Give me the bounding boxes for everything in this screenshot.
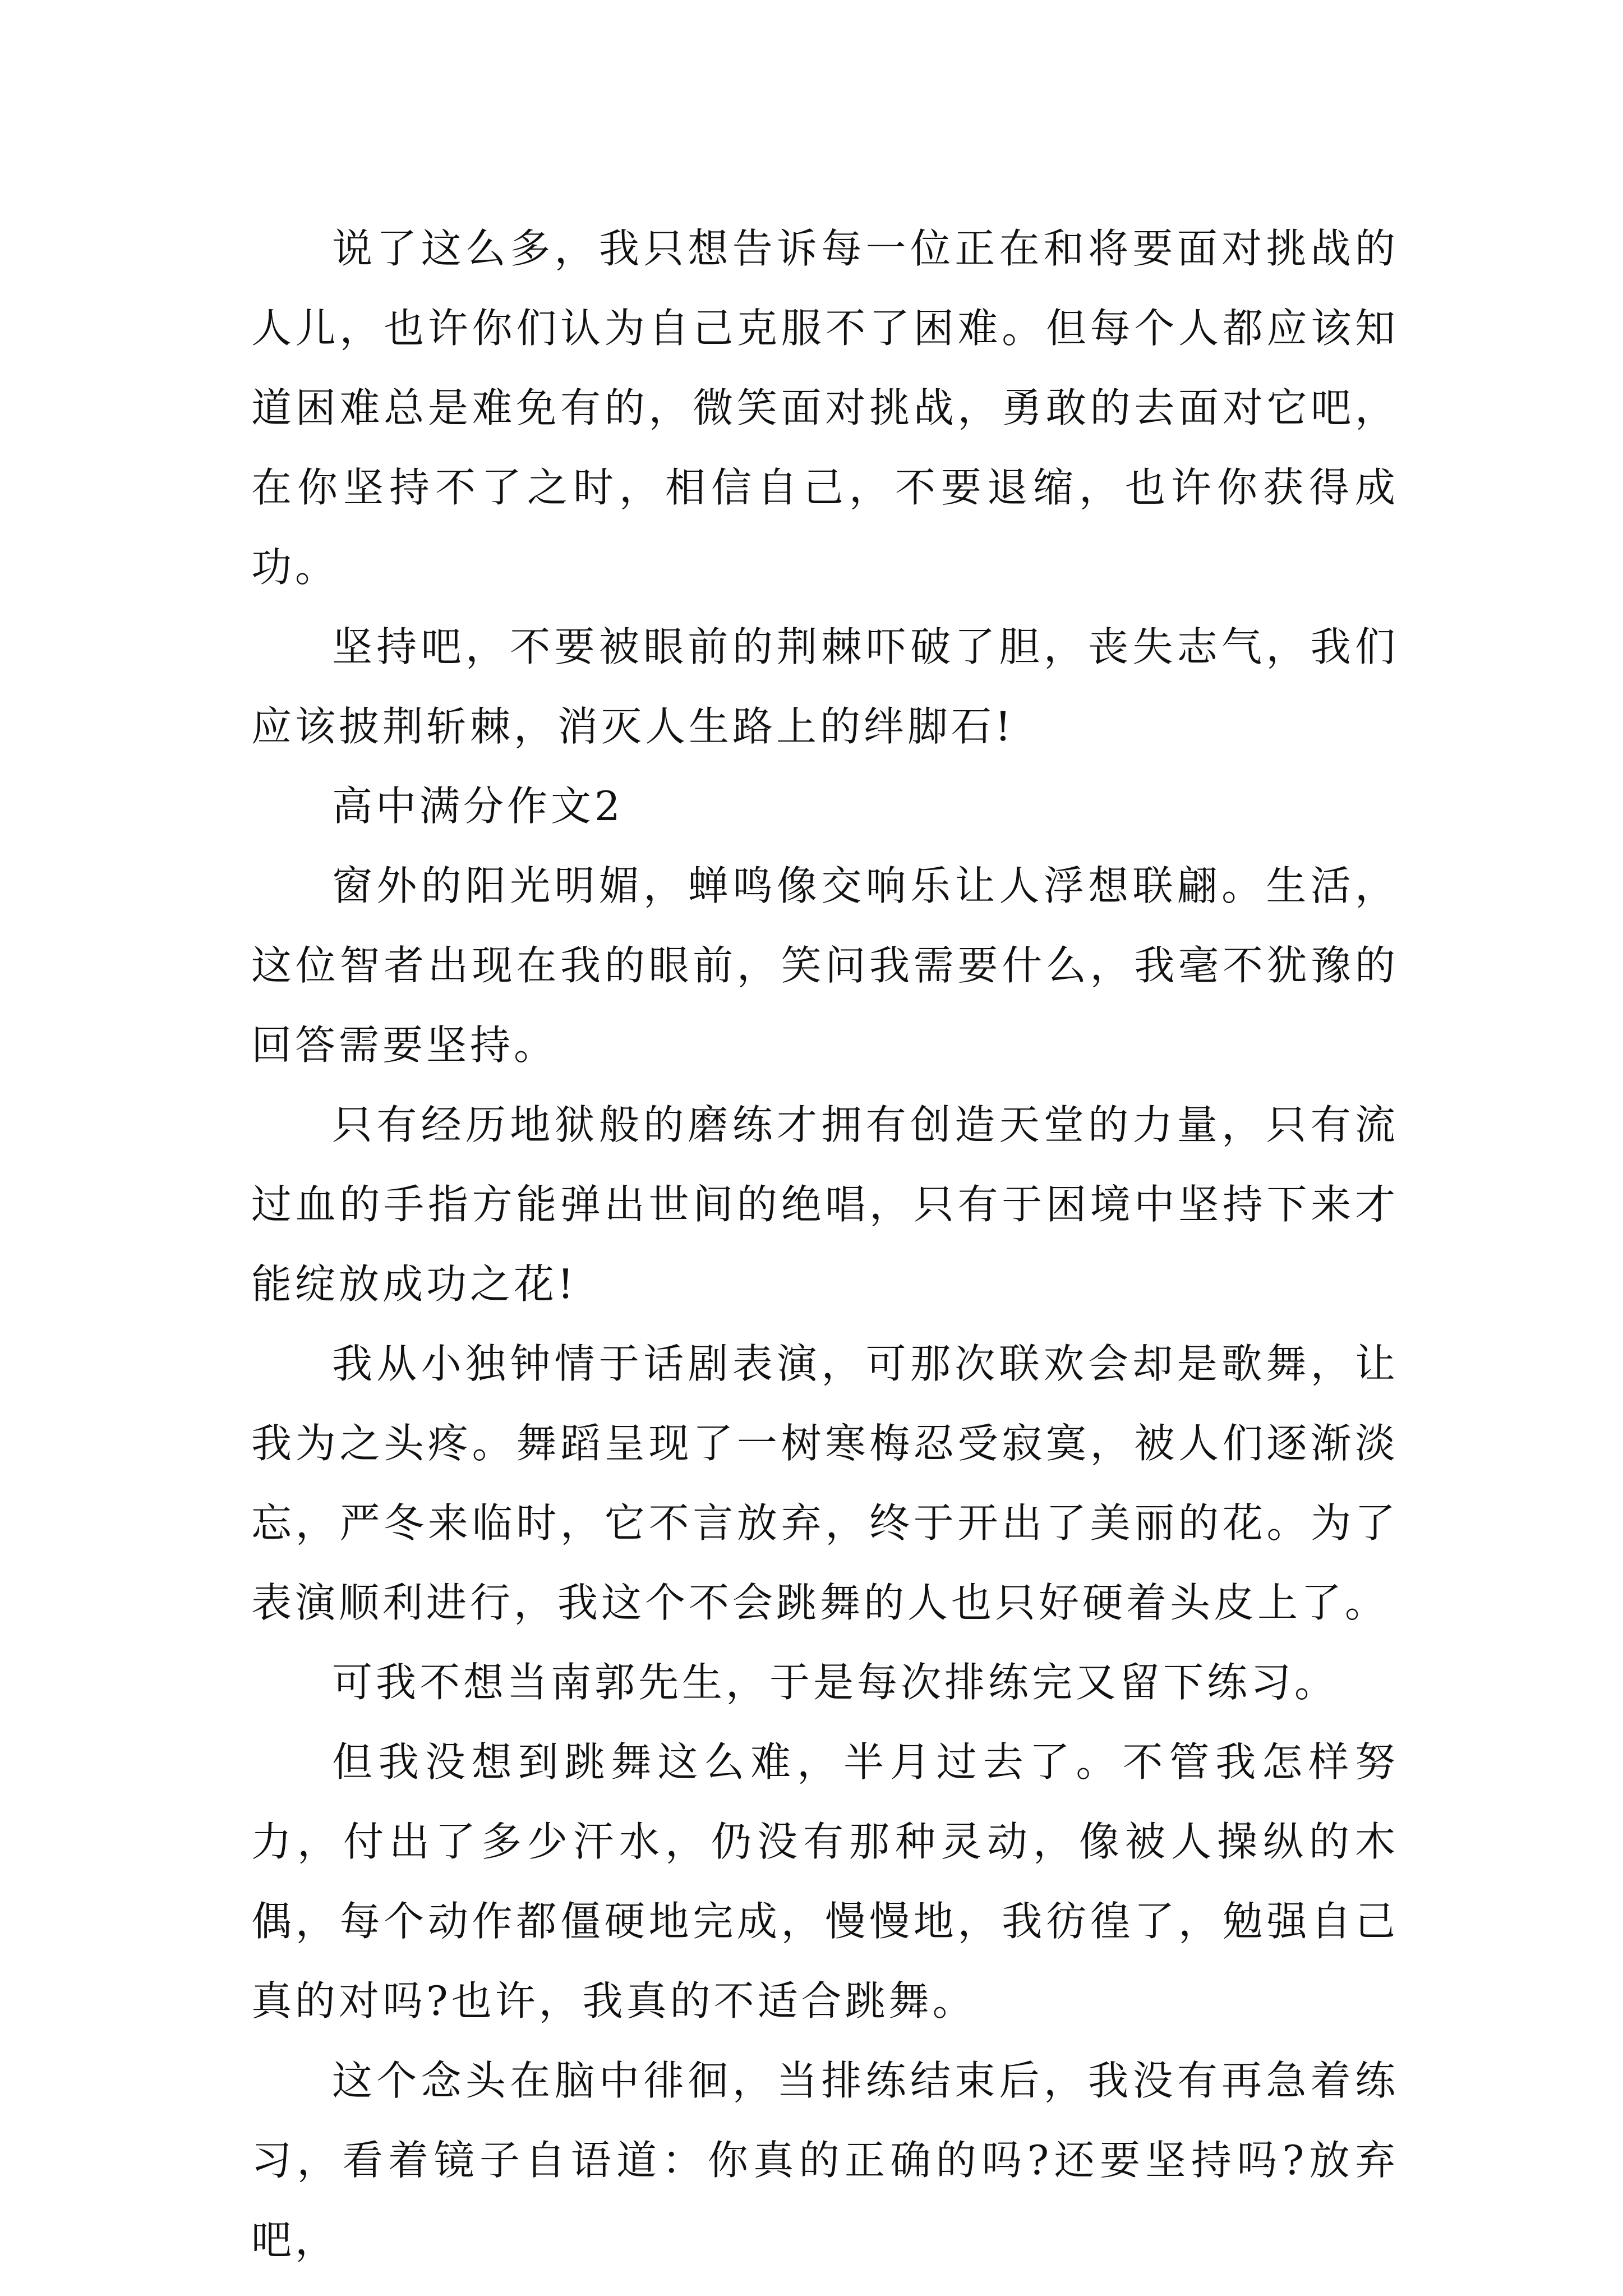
- paragraph-4: 只有经历地狱般的磨练才拥有创造天堂的力量，只有流过血的手指方能弹出世间的绝唱，只有于困境中坚持下来才能绽放成功之花!: [251, 1101, 1399, 1308]
- document-body: [251, 209, 1399, 2280]
- paragraph-2: 坚持吧，不要被眼前的荆棘吓破了胆，丧失志气，我们应该披荆斩棘，消灭人生路上的绊脚石!: [251, 623, 1399, 750]
- paragraph-7: 但我没想到跳舞这么难，半月过去了。不管我怎样努力，付出了多少汗水，仍没有那种灵动，像被人操纵的木偶，每个动作都僵硬地完成，慢慢地，我彷徨了，勉强自己真的对吗?也许，我真的不适合跳舞。: [251, 1738, 1399, 2024]
- paragraph-1: 说了这么多，我只想告诉每一位正在和将要面对挑战的人儿，也许你们认为自己克服不了困难。但每个人都应该知道困难总是难免有的，微笑面对挑战，勇敢的去面对它吧，在你坚持不了之时，相信自己，不要退缩，也许你获得成功。: [251, 225, 1399, 591]
- paragraph-5: 我从小独钟情于话剧表演，可那次联欢会却是歌舞，让我为之头疼。舞蹈呈现了一树寒梅忍受寂寞，被人们逐渐淡忘，严冬来临时，它不言放弃，终于开出了美丽的花。为了表演顺利进行，我这个不会跳舞的人也只好硬着头皮上了。: [251, 1340, 1399, 1626]
- essay-heading: 高中满分作文2: [332, 783, 624, 830]
- paragraph-6: 可我不想当南郭先生，于是每次排练完又留下练习。: [332, 1659, 1339, 1706]
- paragraph-8: 这个念头在脑中徘徊，当排练结束后，我没有再急着练习，看着镜子自语道：你真的正确的吗?还要坚持吗?放弃吧，: [251, 2057, 1399, 2263]
- paragraph-3: 窗外的阳光明媚，蝉鸣像交响乐让人浮想联翩。生活，这位智者出现在我的眼前，笑问我需要什么，我毫不犹豫的回答需要坚持。: [251, 862, 1399, 1069]
